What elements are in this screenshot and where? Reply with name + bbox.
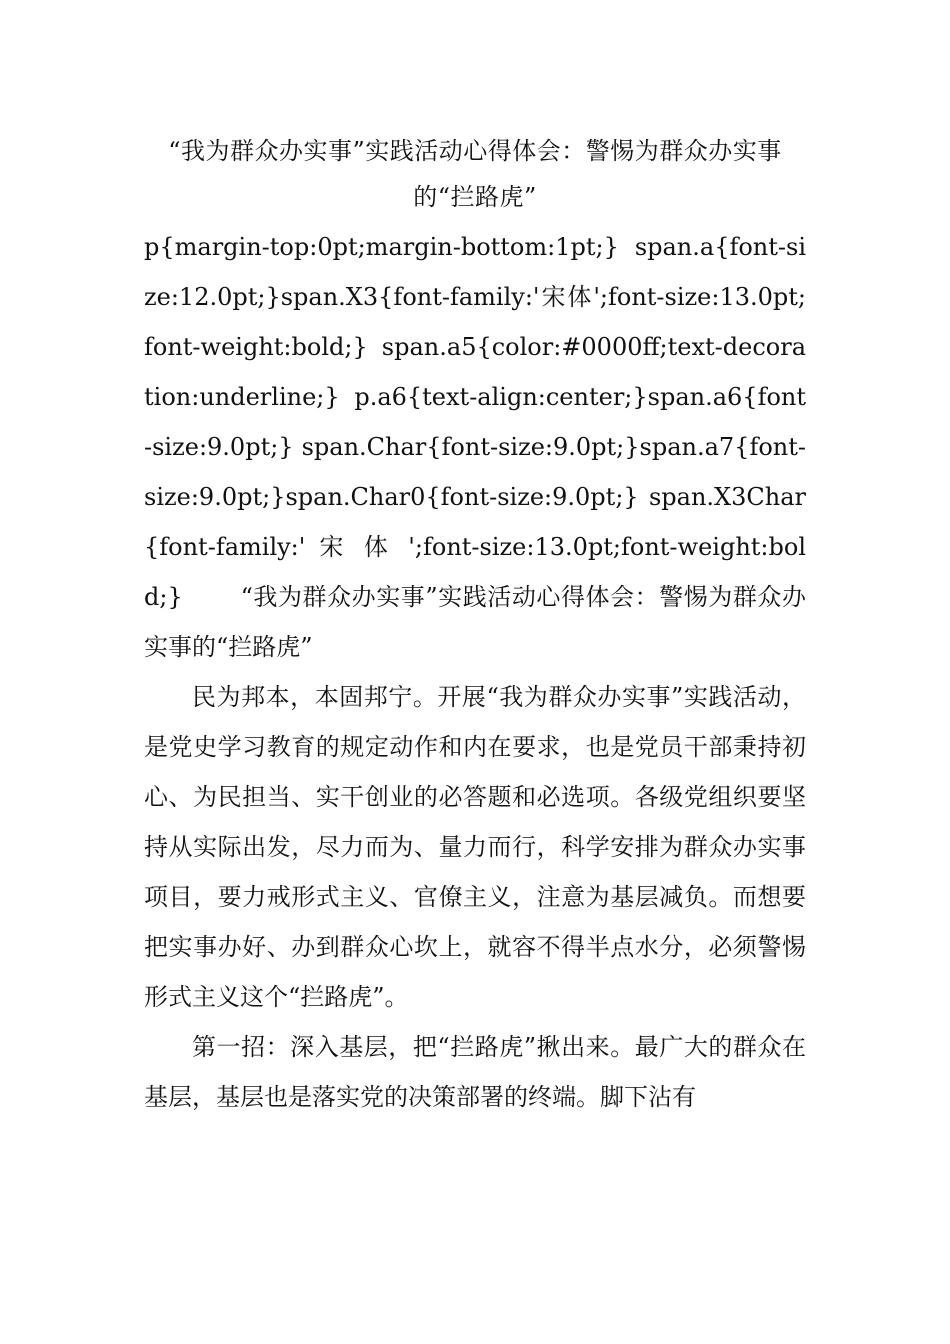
document-title <box>144 128 806 220</box>
title-line-2: 的“拦路虎” <box>413 183 537 211</box>
css-residue-text: p{margin-top:0pt;margin-bottom:1pt;} span.a{font-size:12.0pt;}span.X3{font-family:'宋体';font-size:13.0pt;font-weight:bold;} span.a5{color:#0000ff;text-decoration:underline;} p.a6{text-align:center;}span.a6{font-size:9.0pt;} span.Char{font-size:9.0pt;}span.a7{font-size:9.0pt;}span.Char0{font-size:9.0pt;} span.X3Char{font-family:' 宋 体 ';font-size:13.0pt;font-weight:bold;} “我为群众办实事”实践活动心得体会：警惕为群众办实事的“拦路虎” <box>144 233 806 661</box>
title-line-1: “我为群众办实事”实践活动心得体会：警惕为群众办实事 <box>168 137 782 165</box>
document-content <box>144 128 806 1122</box>
paragraph-2: 第一招：深入基层，把“拦路虎”揪出来。最广大的群众在基层，基层也是落实党的决策部署的终端。脚下沾有 <box>144 1033 806 1111</box>
paragraph-1: 民为邦本，本固邦宁。开展“我为群众办实事”实践活动，是党史学习教育的规定动作和内在要求，也是党员干部秉持初心、为民担当、实干创业的必答题和必选项。各级党组织要坚持从实际出发，尽力而为、量力而行，科学安排为群众办实事项目，要力戒形式主义、官僚主义，注意为基层减负。而想要把实事办好、办到群众心坎上，就容不得半点水分，必须警惕形式主义这个“拦路虎”。 <box>144 683 806 1011</box>
